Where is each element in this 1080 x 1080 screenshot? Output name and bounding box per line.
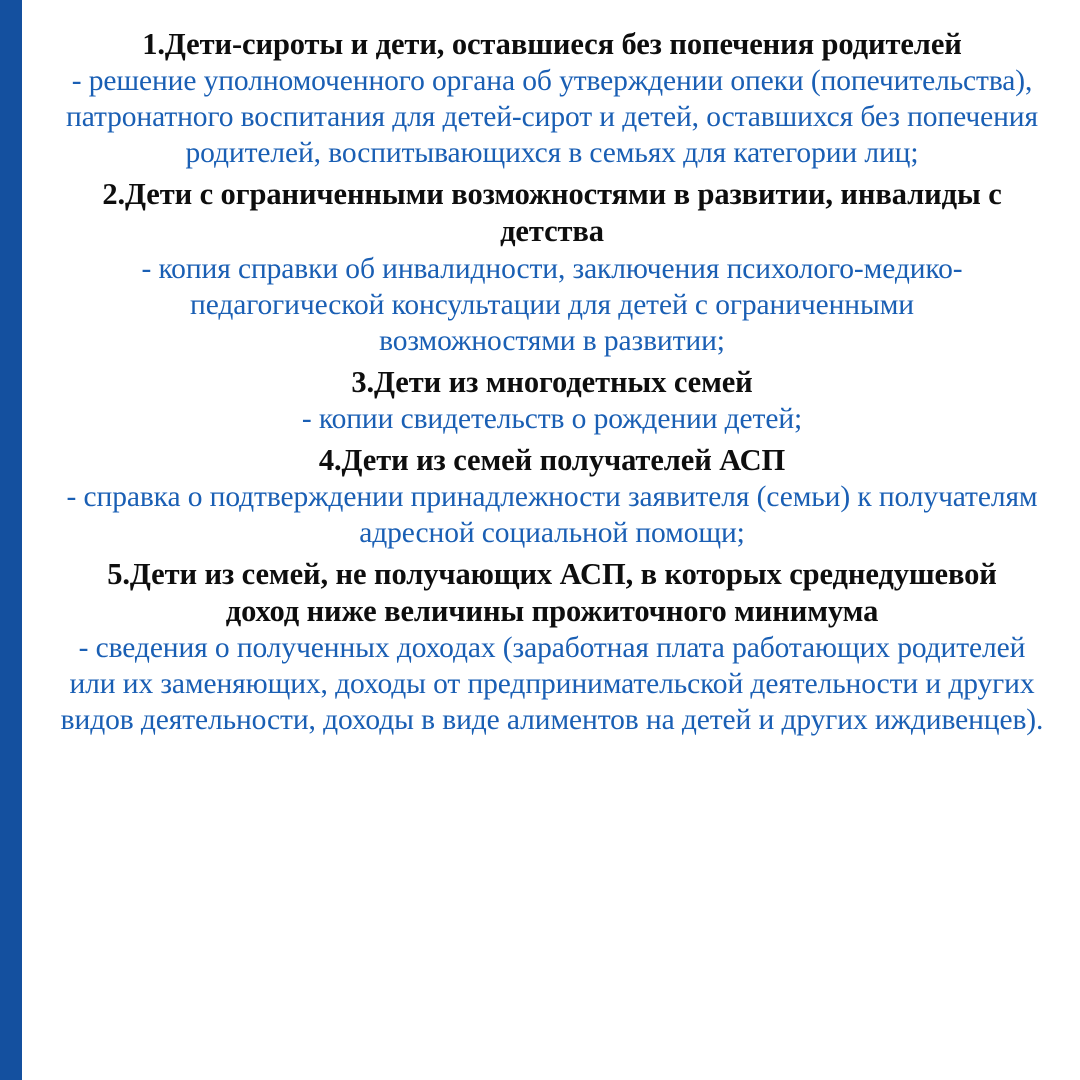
section-1-heading: 1.Дети-сироты и дети, оставшиеся без попечения родителей xyxy=(142,27,962,61)
section-1-detail: - решение уполномоченного органа об утверждении опеки (попечительства), патронатного воспитания для детей-сирот и детей, оставшихся без попечения родителей, воспитывающихся в семьях для категории лиц; xyxy=(66,65,1038,170)
section-5-heading: 5.Дети из семей, не получающих АСП, в которых среднедушевой доход ниже величины прожиточного минимума xyxy=(107,556,997,629)
left-accent-bar xyxy=(0,0,22,1080)
section-3-detail: - копии свидетельств о рождении детей; xyxy=(301,402,803,435)
section-5-detail: - сведения о полученных доходах (заработная плата работающих родителей или их заменяющих, доходы от предпринимательской деятельности и других видов деятельности, доходы в виде алиментов на детей и других иждивенцев). xyxy=(60,632,1044,737)
section-4-detail: - справка о подтверждении принадлежности заявителя (семьи) к получателям адресной социальной помощи; xyxy=(66,480,1038,549)
section-4-heading: 4.Дети из семей получателей АСП xyxy=(318,442,786,477)
section-5 xyxy=(52,556,1052,739)
section-3 xyxy=(52,364,1052,438)
section-3-heading: 3.Дети из многодетных семей xyxy=(351,364,753,399)
section-4 xyxy=(52,442,1052,552)
section-2 xyxy=(52,176,1052,359)
section-2-detail: - копия справки об инвалидности, заключения психолого-медико-педагогической консультации для детей с ограниченными возможностями в развитии; xyxy=(141,252,963,357)
section-1 xyxy=(52,26,1052,172)
section-2-heading: 2.Дети с ограниченными возможностями в развитии, инвалиды с детства xyxy=(102,177,1002,249)
document-content xyxy=(22,0,1080,1080)
